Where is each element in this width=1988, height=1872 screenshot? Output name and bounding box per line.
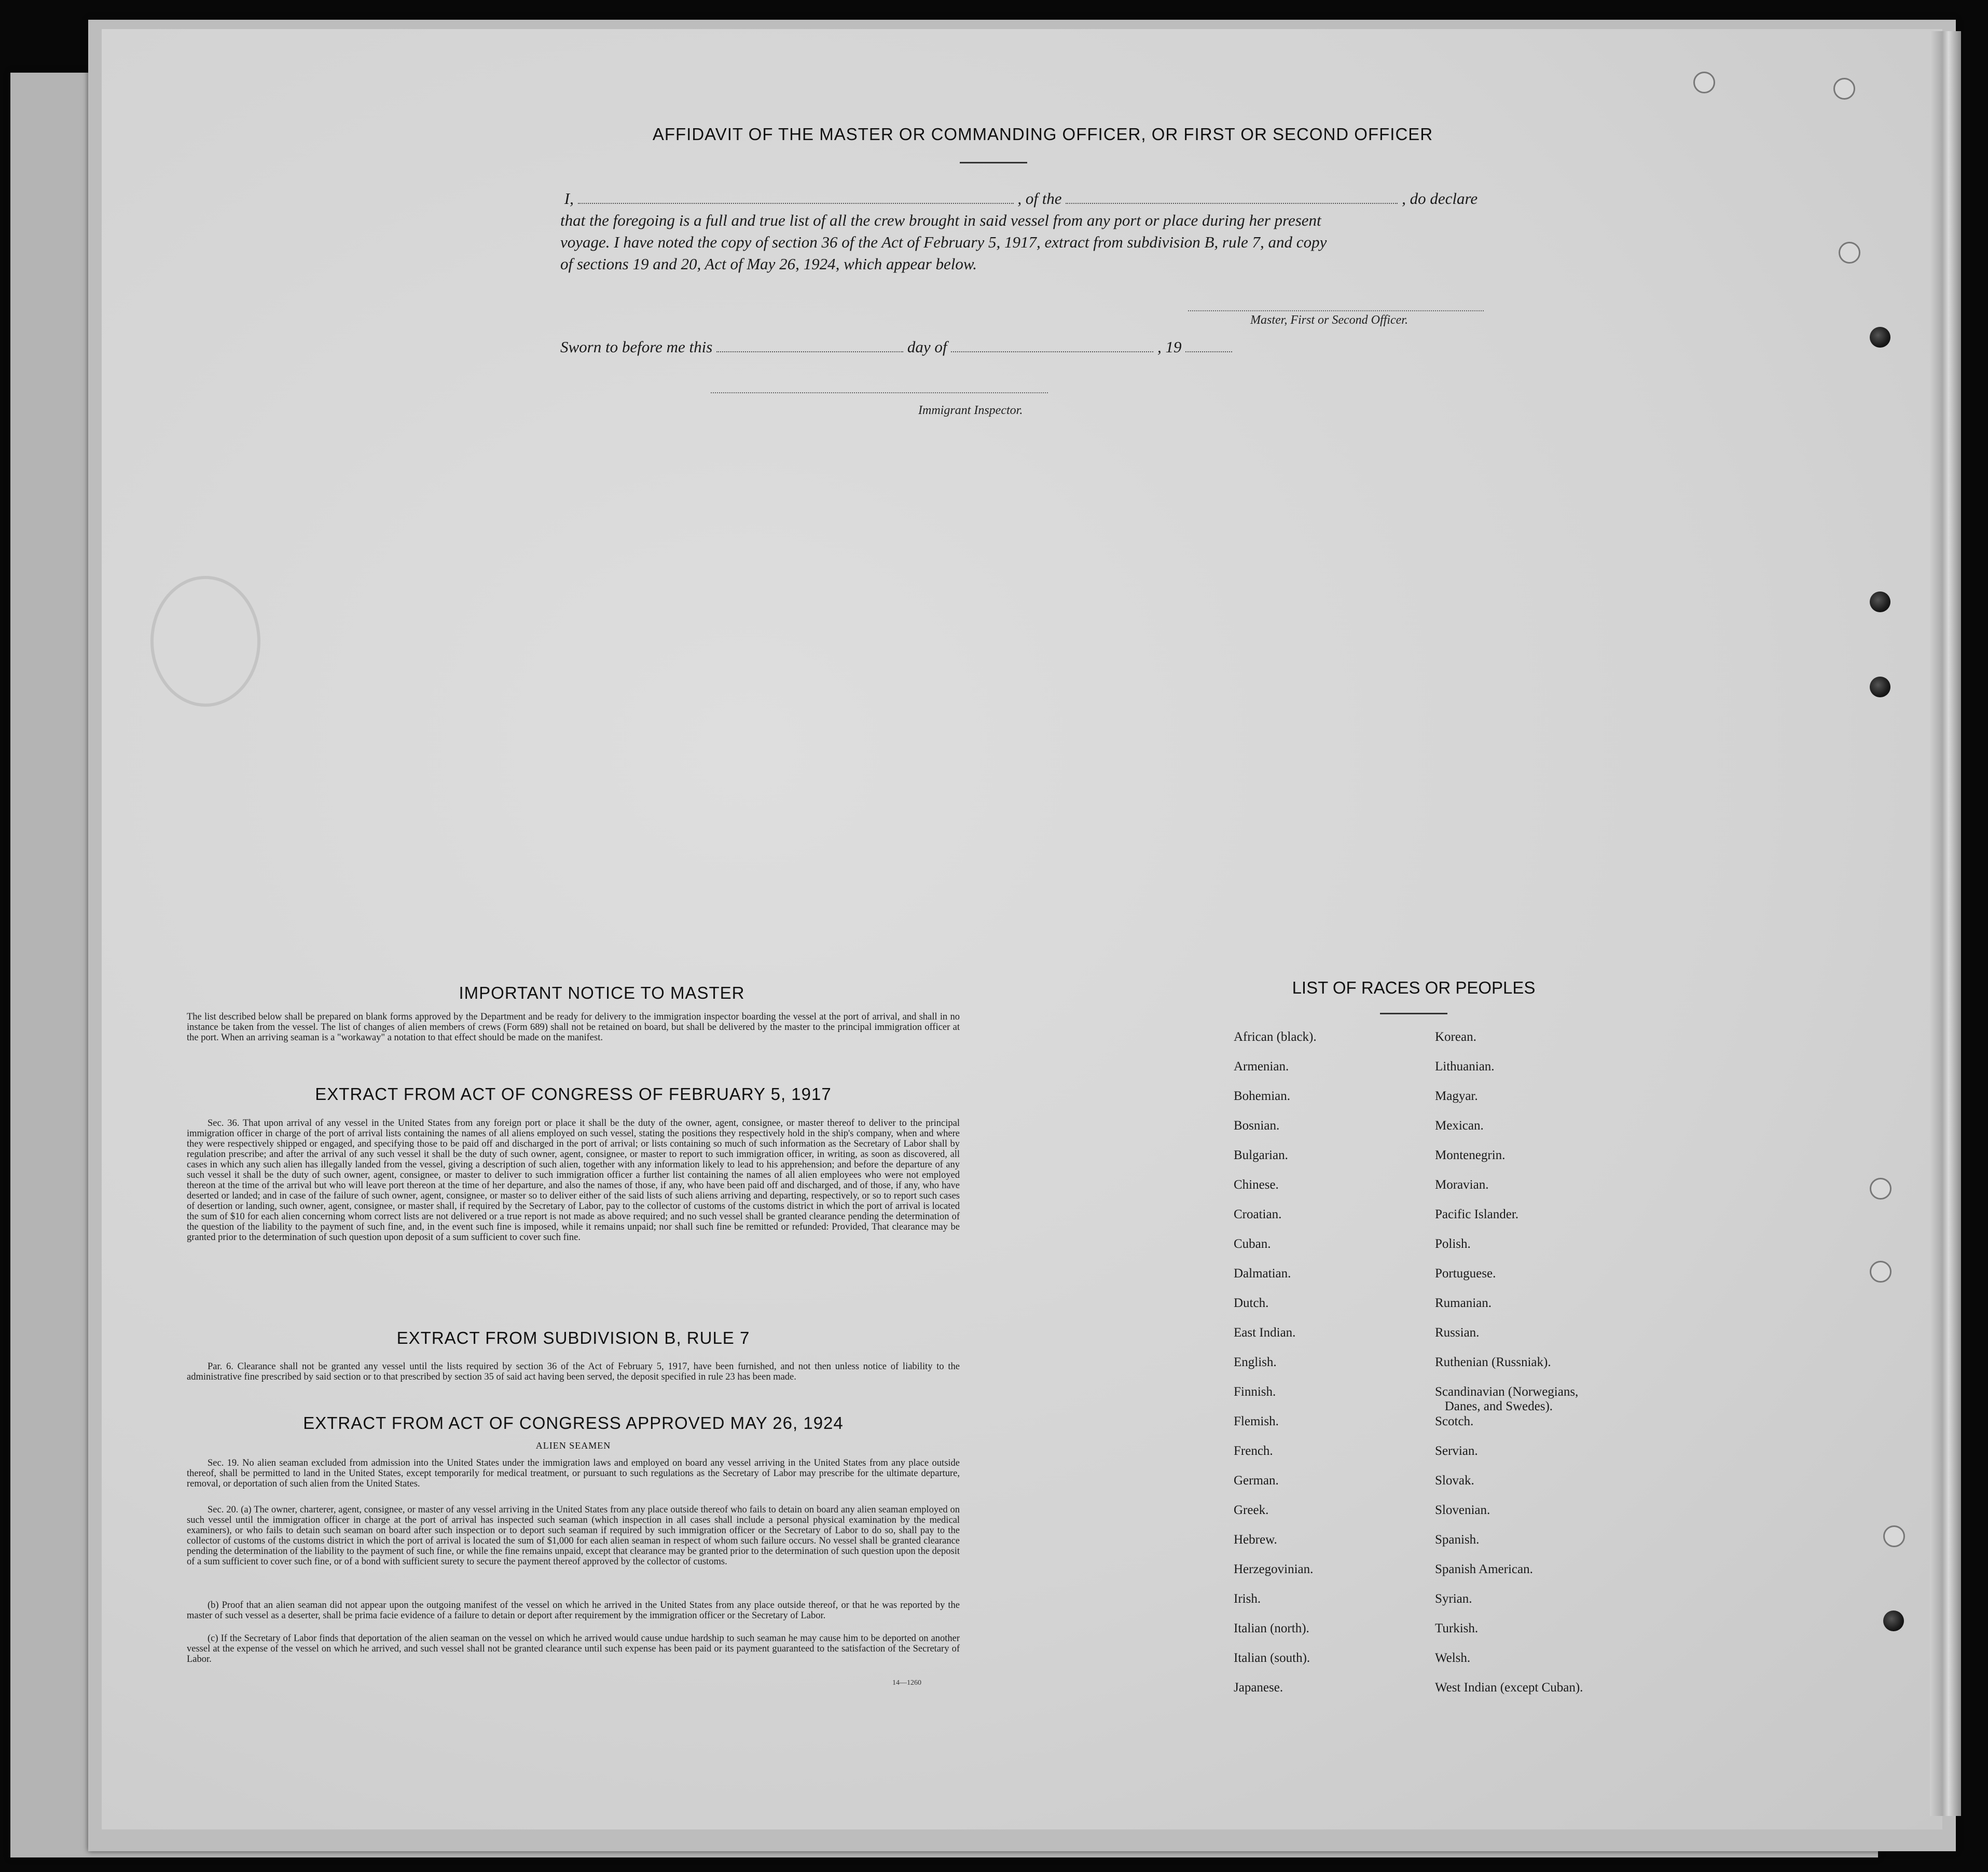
extract-1924-sec20a: Sec. 20. (a) The owner, charterer, agent, consignee, or master of any vessel arriving in the United States from any place outside thereof who fails to detain on board any alien seaman employed on such vessel until the immigration officer in charge at the port of arrival has inspected such seaman (which inspection in all cases shall include a personal physical examination by the medical examiners), or who fails to detain such seaman on board after such inspection or to deport such seaman if required by such immigration officer or the Secretary of Labor to do so, shall pay to the collector of customs of the customs district in which the port of arrival is located the sum of $1,000 for each alien seaman in respect of whom such failure occurs. No vessel shall be granted clearance pending the determination of the liability to the payment of such fine, or while the fine remains unpaid, except that clearance may be granted prior to the determination of such question upon the deposit of a sum sufficient to cover such fine, or of a bond with sufficient surety to secure the payment thereof approved by the collector of customs. — [187, 1505, 960, 1567]
day-field[interactable] — [716, 340, 903, 352]
race-item: Finnish. — [1234, 1385, 1276, 1399]
race-item: Syrian. — [1435, 1592, 1472, 1606]
notice-title: IMPORTANT NOTICE TO MASTER — [459, 983, 745, 1002]
race-item: Scotch. — [1435, 1414, 1474, 1428]
extract-1917-title: EXTRACT FROM ACT OF CONGRESS OF FEBRUARY 5, 1917 — [315, 1084, 832, 1104]
affidavit-i: I, — [564, 189, 574, 208]
race-item: Italian (north). — [1234, 1621, 1309, 1635]
race-item: Italian (south). — [1234, 1651, 1310, 1665]
vessel-field[interactable] — [1066, 191, 1398, 204]
race-item: Mexican. — [1435, 1119, 1484, 1133]
binder-hole-ring — [1833, 78, 1855, 100]
races-title: LIST OF RACES OR PEOPLES — [1292, 978, 1536, 997]
race-item: Polish. — [1435, 1237, 1471, 1251]
binder-hole — [1883, 1611, 1904, 1631]
race-item: Chinese. — [1234, 1178, 1279, 1192]
race-item: Welsh. — [1435, 1651, 1471, 1665]
races-title-underline — [1380, 1013, 1447, 1014]
extract-1924-title: EXTRACT FROM ACT OF CONGRESS APPROVED MAY 26, 1924 — [303, 1413, 844, 1433]
race-item: West Indian (except Cuban). — [1435, 1681, 1583, 1695]
race-item: Armenian. — [1234, 1059, 1289, 1073]
month-field[interactable] — [951, 340, 1153, 352]
binder-hole-ring — [1883, 1525, 1905, 1547]
binder-hole-ring — [1693, 72, 1715, 93]
affidavit-line-2: that the foregoing is a full and true list of all the crew brought in said vessel from any port or place during her present — [560, 211, 1321, 229]
race-item: Moravian. — [1435, 1178, 1489, 1192]
inspector-caption: Immigrant Inspector. — [918, 404, 1023, 417]
notice-body: The list described below shall be prepared on blank forms approved by the Department and be ready for delivery to the immigration inspector boarding the vessel at the port of arrival, and shall in no instance be taken from the vessel. The list of changes of alien members of crews (Form 689) shall not be retained on board, but shall be delivered by the master to the principal immigration officer at the port. When an arriving seaman is a "workaway" a notation to that effect should be made on the manifest. — [187, 1012, 960, 1043]
race-item: Rumanian. — [1435, 1296, 1492, 1310]
race-item: Portuguese. — [1435, 1267, 1496, 1281]
race-item: Flemish. — [1234, 1414, 1279, 1428]
race-item: German. — [1234, 1474, 1279, 1488]
inspector-signature-line[interactable] — [711, 392, 1048, 393]
race-item: Bulgarian. — [1234, 1148, 1288, 1162]
race-item: Spanish American. — [1435, 1562, 1533, 1576]
form-number: 14—1260 — [892, 1679, 921, 1687]
title-underline — [960, 162, 1027, 163]
race-item: African (black). — [1234, 1030, 1317, 1044]
race-item: Turkish. — [1435, 1621, 1479, 1635]
binder-hole-ring — [1870, 1261, 1892, 1283]
race-item: Japanese. — [1234, 1681, 1283, 1695]
faint-seal-stamp — [150, 576, 260, 707]
race-item: French. — [1234, 1444, 1273, 1458]
race-item: Lithuanian. — [1435, 1059, 1495, 1073]
master-caption: Master, First or Second Officer. — [1250, 313, 1408, 327]
race-item: Dutch. — [1234, 1296, 1269, 1310]
race-item: Ruthenian (Russniak). — [1435, 1355, 1551, 1369]
day-of-text: day of — [907, 338, 947, 356]
race-item: Magyar. — [1435, 1089, 1478, 1103]
page-stack-edge — [1930, 31, 1961, 1816]
race-item: English. — [1234, 1355, 1277, 1369]
race-item: Hebrew. — [1234, 1533, 1277, 1547]
race-item: Scandinavian (Norwegians, Danes, and Swedes). — [1435, 1385, 1579, 1413]
race-item: Bosnian. — [1234, 1119, 1280, 1133]
binder-hole — [1870, 677, 1890, 697]
sworn-line — [560, 336, 1520, 358]
affidavit-do-declare: , do declare — [1402, 189, 1478, 208]
affidavit-line-1 — [560, 188, 1520, 210]
race-item: Dalmatian. — [1234, 1267, 1291, 1281]
extract-1917-body: Sec. 36. That upon arrival of any vessel in the United States from any foreign port or place it shall be the duty of the owner, agent, consignee, or master thereof to deliver to the principal immigration officer in charge of the port of arrival lists containing the names of all aliens employed on such vessel, stating the positions they respectively hold in the ship's company, when and where they were respectively shipped or engaged, and specifying those to be paid off and discharged in the port of arrival; or lists containing so much of such information as the Secretary of Labor shall by regulation prescribe; and after the arrival of any such vessel it shall be the duty of such owner, agent, consignee, or master to report to such immigration officer, in writing, as soon as discovered, all cases in which any such alien has illegally landed from the vessel, giving a description of such alien, together with any information likely to lead to his apprehension; and before the departure of any such vessel it shall be the duty of such owner, agent, consignee, or master to deliver to such immigration officer a further list containing the names of all alien employees who were not employed thereon at the time of the arrival but who will leave port thereon at the time of her departure, and also the names of those, if any, who have been paid off and discharged, and of those, if any, who have deserted or landed; and in case of the failure of such owner, agent, consignee, or master so to deliver either of the said lists of such aliens arriving and departing, respectively, or so to report such cases of desertion or landing, such owner, agent, consignee, or master shall, if required by the Secretary of Labor, pay to the collector of customs of the customs district in which the port of arrival is located the sum of $10 for each alien concerning whom correct lists are not delivered or a true report is not made as above required; and no such vessel shall be granted clearance pending the determination of the question of the liability to the payment of such fine, and, in the event such fine is imposed, while it remains unpaid; nor shall such fine be remitted or refunded: Provided, That clearance may be granted prior to the determination of such question upon deposit of a sum sufficient to cover such fine. — [187, 1118, 960, 1243]
race-item: Korean. — [1435, 1030, 1476, 1044]
extract-rule7-body: Par. 6. Clearance shall not be granted any vessel until the lists required by section 36 of the Act of February 5, 1917, have been furnished, and not then unless notice of liability to the administrative fine prescribed by said section or to that prescribed by section 35 of said act having been served, the deposit specified in rule 23 has been made. — [187, 1361, 960, 1382]
race-item: Servian. — [1435, 1444, 1478, 1458]
extract-1924-sec20b: (b) Proof that an alien seaman did not appear upon the outgoing manifest of the vessel on which he arrived in the United States from any place outside thereof, or that he was reported by the master of such vessel as a deserter, shall be prima facie evidence of a failure to detain or deport after requirement by the immigration officer or the Secretary of Labor. — [187, 1600, 960, 1621]
race-item: East Indian. — [1234, 1326, 1296, 1340]
race-item: Herzegovinian. — [1234, 1562, 1314, 1576]
alien-seamen-subtitle: ALIEN SEAMEN — [535, 1440, 611, 1451]
year-field[interactable] — [1185, 340, 1232, 352]
race-item: Cuban. — [1234, 1237, 1271, 1251]
affidavit-line-4: of sections 19 and 20, Act of May 26, 1924, which appear below. — [560, 255, 977, 273]
race-item: Montenegrin. — [1435, 1148, 1506, 1162]
race-item: Russian. — [1435, 1326, 1480, 1340]
sworn-text: Sworn to before me this — [560, 338, 713, 356]
extract-1924-sec20c: (c) If the Secretary of Labor finds that deportation of the alien seaman on the vessel on which he arrived would cause undue hardship to such seaman he may cause him to be deported on another vessel at the expense of the vessel on which he arrived, and such vessel shall not be granted clearance until such expense has been paid or its payment guaranteed to the satisfaction of the Secretary of Labor. — [187, 1633, 960, 1664]
extract-rule7-title: EXTRACT FROM SUBDIVISION B, RULE 7 — [396, 1328, 750, 1347]
race-item: Slovak. — [1435, 1474, 1474, 1488]
binder-hole — [1870, 591, 1890, 612]
race-item: Slovenian. — [1435, 1503, 1490, 1517]
race-item: Pacific Islander. — [1435, 1207, 1519, 1221]
binder-hole-ring — [1839, 242, 1860, 264]
binder-hole — [1870, 327, 1890, 348]
race-item: Irish. — [1234, 1592, 1261, 1606]
race-item: Bohemian. — [1234, 1089, 1291, 1103]
race-item: Greek. — [1234, 1503, 1269, 1517]
affidavit-title: AFFIDAVIT OF THE MASTER OR COMMANDING OFFICER, OR FIRST OR SECOND OFFICER — [652, 125, 1433, 144]
extract-1924-sec19: Sec. 19. No alien seaman excluded from admission into the United States under the immigration laws and employed on board any vessel arriving in the United States from any place outside thereof, shall be permitted to land in the United States, except temporarily for medical treatment, or pursuant to such regulations as the Secretary of Labor may prescribe for the ultimate departure, removal, or deportation of such alien from the United States. — [187, 1458, 960, 1489]
affidavit-line-3: voyage. I have noted the copy of section 36 of the Act of February 5, 1917, extract from subdivision B, rule 7, and copy — [560, 233, 1327, 251]
affidavit-of-the: , of the — [1017, 189, 1062, 208]
race-item: Croatian. — [1234, 1207, 1282, 1221]
master-signature-line[interactable] — [1188, 310, 1484, 311]
year-text: , 19 — [1157, 338, 1182, 356]
race-item: Spanish. — [1435, 1533, 1480, 1547]
name-field[interactable] — [578, 191, 1014, 204]
binder-hole-ring — [1870, 1178, 1892, 1200]
